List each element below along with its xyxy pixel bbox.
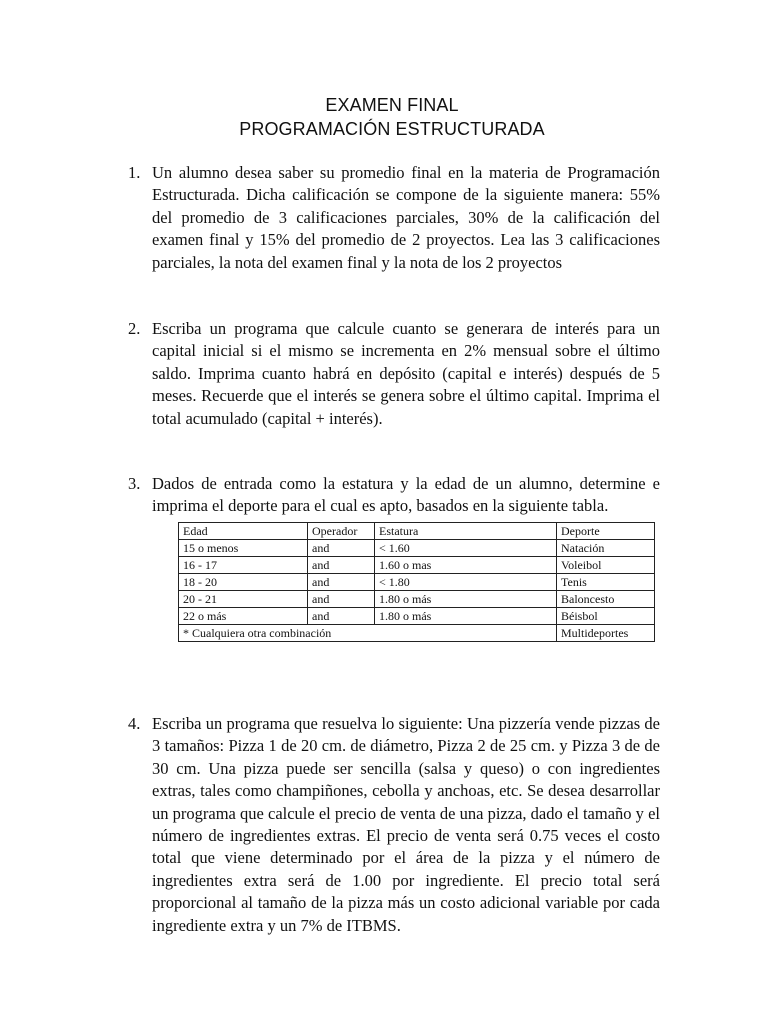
header-cell-edad: Edad xyxy=(179,523,308,540)
table-cell-operador: and xyxy=(308,574,375,591)
table-cell-deporte: Baloncesto xyxy=(557,591,655,608)
question-number: 1. xyxy=(128,163,141,182)
table-cell-deporte: Voleibol xyxy=(557,557,655,574)
table-cell-estatura: 1.80 o más xyxy=(375,591,557,608)
table-cell-edad: 18 - 20 xyxy=(179,574,308,591)
table-header-row xyxy=(179,523,655,540)
table-row xyxy=(179,540,655,557)
exam-title: EXAMEN FINAL xyxy=(325,95,459,115)
table-cell-edad: 16 - 17 xyxy=(179,557,308,574)
question-text: Escriba un programa que calcule cuanto se generara de interés para un capital inicial si el mismo se incrementa en 2% mensual sobre el último saldo. Imprima cuanto habrá en depósito (capital e interés) después de 5 meses. Recuerde que el interés se genera sobre el último capital. Imprima el total acumulado (capital + interés). xyxy=(152,319,660,428)
table-cell-deporte: Tenis xyxy=(557,574,655,591)
table-cell-deporte: Béisbol xyxy=(557,608,655,625)
table-cell-edad: 20 - 21 xyxy=(179,591,308,608)
table-cell-multideportes: Multideportes xyxy=(557,625,655,642)
header-cell-deporte: Deporte xyxy=(557,523,655,540)
header-cell-estatura: Estatura xyxy=(375,523,557,540)
question-number: 2. xyxy=(128,319,141,338)
table-cell-operador: and xyxy=(308,557,375,574)
table-cell-estatura: 1.80 o más xyxy=(375,608,557,625)
table-footer-row xyxy=(179,625,655,642)
table-cell-estatura: < 1.80 xyxy=(375,574,557,591)
table-cell-operador: and xyxy=(308,591,375,608)
question-number: 3. xyxy=(128,474,141,493)
question-number: 4. xyxy=(128,714,141,733)
table-cell-operador: and xyxy=(308,608,375,625)
course-title: PROGRAMACIÓN ESTRUCTURADA xyxy=(239,119,545,139)
table-row xyxy=(179,557,655,574)
table-cell-other-combination: * Cualquiera otra combinación xyxy=(179,625,557,642)
table-row xyxy=(179,591,655,608)
question-text: Un alumno desea saber su promedio final en la materia de Programación Estructurada. Dicha calificación se compone de la siguiente manera: 55% del promedio de 3 calificaciones parciales, 30% de la calificación del examen final y 15% del promedio de 2 proyectos. Lea las 3 calificaciones parciales, la nota del examen final y la nota de los 2 proyectos xyxy=(152,163,660,272)
question-text: Dados de entrada como la estatura y la edad de un alumno, determine e imprima el deporte para el cual es apto, basados en la siguiente tabla. xyxy=(152,474,660,516)
table-cell-deporte: Natación xyxy=(557,540,655,557)
sports-table xyxy=(178,522,655,642)
table-row xyxy=(179,574,655,591)
table-cell-estatura: < 1.60 xyxy=(375,540,557,557)
header-cell-operador: Operador xyxy=(308,523,375,540)
table-cell-edad: 15 o menos xyxy=(179,540,308,557)
table-cell-estatura: 1.60 o mas xyxy=(375,557,557,574)
question-text: Escriba un programa que resuelva lo siguiente: Una pizzería vende pizzas de 3 tamaños: Pizza 1 de 20 cm. de diámetro, Pizza 2 de 25 cm. y Pizza 3 de de 30 cm. Una pizza puede ser sencilla (salsa y queso) o con ingredientes extras, tales como champiñones, cebolla y anchoas, etc. Se desea desarrollar un programa que calcule el precio de venta de una pizza, dado el tamaño y el número de ingredientes extras. El precio de venta será 0.75 veces el costo total que viene determinado por el área de la pizza y el número de ingredientes extra será de 1.00 por ingrediente. El precio total será proporcional al tamaño de la pizza más un costo adicional variable por cada ingrediente extra y un 7% de ITBMS. xyxy=(152,714,660,935)
table-cell-operador: and xyxy=(308,540,375,557)
table-cell-edad: 22 o más xyxy=(179,608,308,625)
sports-table-container xyxy=(178,522,654,642)
table-row xyxy=(179,608,655,625)
